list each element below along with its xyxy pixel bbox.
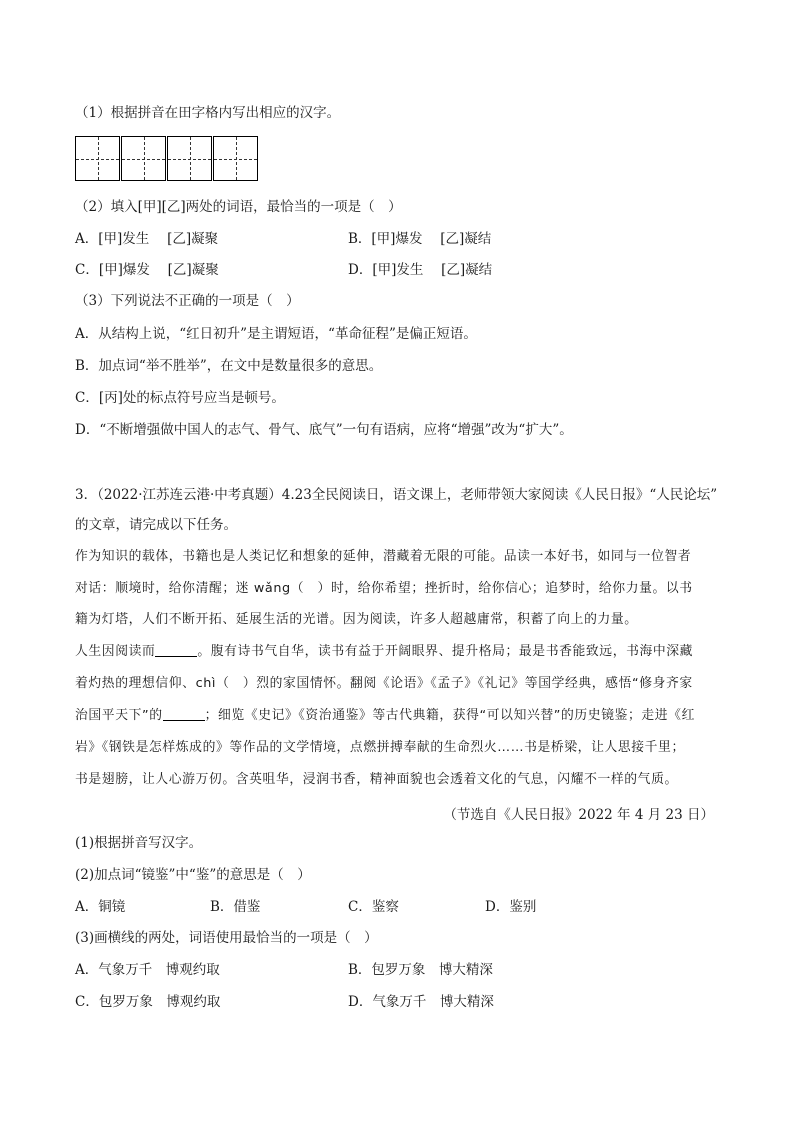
task-1: (1)根据拼音写汉字。 — [75, 835, 203, 851]
sub2-option-a[interactable]: A．[甲]发生 [乙]凝聚 — [75, 231, 219, 247]
passage-line: 岩》《钢铁是怎样炼成的》等作品的文学情境，点燃拼搏奉献的生命烈火……书是桥梁，让人思接千里； — [75, 740, 685, 755]
sub3-option-c[interactable]: C．[丙]处的标点符号应当是顿号。 — [75, 390, 285, 406]
task-2: (2)加点词“镜鉴”中“鉴”的意思是（ ） — [75, 867, 311, 883]
sub2-option-b[interactable]: B．[甲]爆发 [乙]凝结 — [348, 231, 492, 247]
task2-option-d[interactable]: D．鉴别 — [485, 899, 537, 915]
task2-option-b[interactable]: B．借鉴 — [210, 899, 261, 915]
tianzige-box[interactable] — [75, 136, 120, 181]
sub3-option-d[interactable]: D．“不断增强做中国人的志气、骨气、底气”一句有语病，应将“增强”改为“扩大”。 — [75, 422, 573, 438]
fill-blank-2[interactable] — [163, 707, 205, 721]
tianzige-grid — [75, 136, 258, 181]
sub2-option-c[interactable]: C．[甲]爆发 [乙]凝聚 — [75, 262, 219, 278]
task-3: (3)画横线的两处，词语使用最恰当的一项是（ ） — [75, 930, 378, 946]
task3-option-a[interactable]: A．气象万千 博观约取 — [75, 962, 220, 978]
tianzige-box[interactable] — [167, 136, 212, 181]
fill-blank-1[interactable] — [155, 643, 197, 657]
passage-line: 籍为灯塔，人们不断开拓、延展生活的光谱。因为阅读，许多人超越庸常，积蓄了向上的力量。 — [75, 612, 638, 627]
passage-line: 着灼热的理想信仰、chì（ ）烈的家国情怀。翻阅《论语》《孟子》《礼记》等国学经典，感悟“修身齐家 — [75, 676, 693, 691]
passage-line: 对话：顺境时，给你清醒；迷 wǎng（ ）时，给你希望；挫折时，给你信心；追梦时，给你力量。以书 — [75, 581, 693, 596]
passage-text: ；细览《史记》《资治通鉴》等古代典籍，获得“可以知兴替”的历史镜鉴；走进《红 — [204, 708, 695, 723]
passage-line: 书是翅膀，让人心游万仞。含英咀华，浸润书香，精神面貌也会透着文化的气息，闪耀不一样的气质。 — [75, 772, 678, 787]
sub-question-3: （3）下列说法不正确的一项是（ ） — [75, 293, 300, 309]
passage-text: 。腹有诗书气自华，读书有益于开阔眼界、提升格局；最是书香能致远，书海中深藏 — [197, 644, 694, 659]
passage-line — [75, 643, 693, 661]
task3-option-d[interactable]: D．气象万千 博大精深 — [348, 994, 494, 1010]
task3-option-b[interactable]: B．包罗万象 博大精深 — [348, 962, 493, 978]
passage-text: 治国平天下”的 — [75, 708, 163, 723]
passage-line — [75, 707, 695, 725]
task2-option-a[interactable]: A．铜镜 — [75, 899, 126, 915]
tianzige-box[interactable] — [213, 136, 258, 181]
tianzige-box[interactable] — [121, 136, 166, 181]
task2-option-c[interactable]: C．鉴察 — [348, 899, 399, 915]
passage-line: 作为知识的载体，书籍也是人类记忆和想象的延伸，潜藏着无限的可能。品读一本好书，如同与一位智者 — [75, 549, 692, 564]
question-3-header-cont: 的文章，请完成以下任务。 — [75, 517, 237, 533]
question-3-header: 3．（2022·江苏连云港·中考真题）4.23全民阅读日，语文课上，老师带领大家阅读《人民日报》“人民论坛” — [75, 487, 718, 503]
passage-source: （节选自《人民日报》2022 年 4 月 23 日） — [443, 807, 714, 823]
passage-text: 人生因阅读而 — [75, 644, 156, 659]
sub3-option-b[interactable]: B．加点词“举不胜举”，在文中是数量很多的意思。 — [75, 358, 383, 374]
sub2-option-d[interactable]: D．[甲]发生 [乙]凝结 — [348, 262, 493, 278]
sub3-option-a[interactable]: A．从结构上说，“红日初升”是主谓短语，“革命征程”是偏正短语。 — [75, 326, 477, 342]
sub-question-2: （2）填入[甲][乙]两处的词语，最恰当的一项是（ ） — [75, 199, 402, 215]
sub-question-1: （1）根据拼音在田字格内写出相应的汉字。 — [75, 105, 341, 121]
task3-option-c[interactable]: C．包罗万象 博观约取 — [75, 994, 221, 1010]
